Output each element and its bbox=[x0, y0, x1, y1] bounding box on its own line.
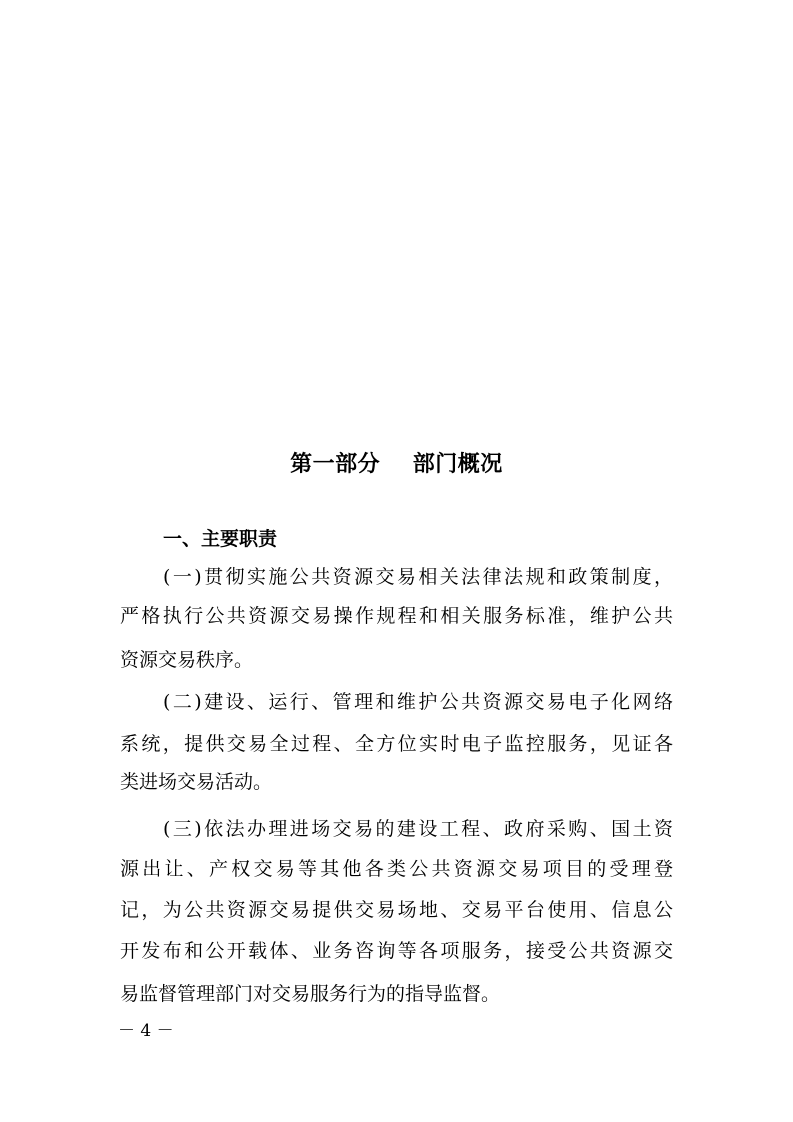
paragraph-2-line-3: 类进场交易活动。 bbox=[120, 771, 273, 793]
paragraph-3-line-5: 易监督管理部门对交易服务行为的指导监督。 bbox=[120, 983, 501, 1005]
paragraph-1-line-2: 严格执行公共资源交易操作规程和相关服务标准，维护公共 bbox=[120, 605, 673, 627]
paragraph-3-line-3: 记，为公共资源交易提供交易场地、交易平台使用、信息公 bbox=[120, 899, 673, 921]
paragraph-3-line-2: 源出让、产权交易等其他各类公共资源交易项目的受理登 bbox=[120, 858, 673, 880]
paragraph-3-line-4: 开发布和公开载体、业务咨询等各项服务，接受公共资源交 bbox=[120, 940, 673, 962]
section-heading: 一、主要职责 bbox=[163, 528, 278, 550]
page-number: － 4 － bbox=[118, 1021, 174, 1041]
paragraph-1-line-3: 资源交易秩序。 bbox=[120, 649, 254, 671]
paragraph-3-line-1: (三)依法办理进场交易的建设工程、政府采购、国土资 bbox=[163, 818, 673, 840]
paragraph-2-line-1: (二)建设、运行、管理和维护公共资源交易电子化网络 bbox=[163, 691, 673, 713]
part-title: 第一部分 部门概况 bbox=[290, 452, 503, 477]
paragraph-1-line-1: (一)贯彻实施公共资源交易相关法律法规和政策制度， bbox=[163, 566, 673, 588]
paragraph-2-line-2: 系统，提供交易全过程、全方位实时电子监控服务，见证各 bbox=[120, 733, 673, 755]
